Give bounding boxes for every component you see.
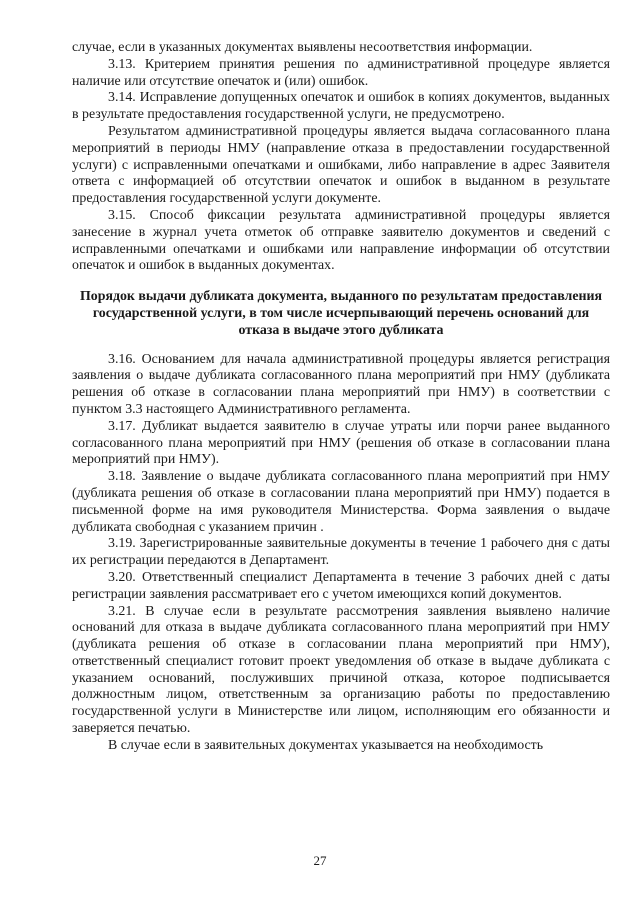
paragraph-3-15: 3.15. Способ фиксации результата административной процедуры является занесение в журнал учета отметок об отправке заявителю документов и сведений с исправленными опечатками и ошибками или направление информации об отсутствии опечаток и ошибок в выданных документах. <box>72 207 610 274</box>
paragraph-3-17: 3.17. Дубликат выдается заявителю в случае утраты или порчи ранее выданного согласованного плана мероприятий при НМУ (решения об отказе в согласовании плана мероприятий при НМУ). <box>72 418 610 468</box>
paragraph-3-13: 3.13. Критерием принятия решения по административной процедуре является наличие или отсутствие опечаток и (или) ошибок. <box>72 56 610 89</box>
paragraph-3-14: 3.14. Исправление допущенных опечаток и ошибок в копиях документов, выданных в результате предоставления государственной услуги, не предусмотрено. <box>72 90 610 123</box>
paragraph-3-19: 3.19. Зарегистрированные заявительные документы в течение 1 рабочего дня с даты их регистрации передаются в Департамент. <box>72 536 610 569</box>
paragraph-continued: В случае если в заявительных документах указывается на необходимость <box>108 737 544 753</box>
paragraph-3-18: 3.18. Заявление о выдаче дубликата согласованного плана мероприятий при НМУ (дубликата решения об отказе в согласовании плана мероприятий при НМУ) подается в письменной форме на имя руководителя Министерства. Форма заявления о выдаче дубликата свободная с указанием причин . <box>72 469 610 535</box>
paragraph-continuation: случае, если в указанных документах выявлены несоответствия информации. <box>72 40 533 55</box>
paragraph-3-16: 3.16. Основанием для начала административной процедуры является регистрация заявления о выдаче дубликата согласованного плана мероприятий при НМУ (дубликата решения об отказе в согласовании плана мероприятий при НМУ) в соответствии с пунктом 3.3 настоящего Административного регламента. <box>72 351 610 417</box>
page-number: 27 <box>313 853 327 868</box>
document-page <box>72 40 610 755</box>
paragraph-result: Результатом административной процедуры является выдача согласованного плана мероприятий в периоды НМУ (направление отказа в предоставлении государственной услуги) с исправленными опечатками и ошибками, либо направление в адрес Заявителя ответа с информацией об отсутствии опечаток и ошибок в выданном в результате предоставления государственной услуги документе. <box>72 123 610 207</box>
section-heading: Порядок выдачи дубликата документа, выданного по результатам предоставления государственной услуги, в том числе исчерпывающий перечень оснований для отказа в выдаче этого дубликата <box>79 289 603 338</box>
paragraph-3-21: 3.21. В случае если в результате рассмотрения заявления выявлено наличие оснований для отказа в выдаче дубликата согласованного плана мероприятий при НМУ (дубликата решения об отказе в согласовании плана мероприятий при НМУ), ответственный специалист готовит проект уведомления об отказе в выдаче дубликата с указанием оснований, послуживших причиной отказа, которое подписывается должностным лицом, ответственным за организацию работы по предоставлению государственной услуги в Министерстве или лицом, исполняющим его обязанности и заверяется печатью. <box>72 603 610 737</box>
paragraph-3-20: 3.20. Ответственный специалист Департамента в течение 3 рабочих дней с даты регистрации заявления рассматривает его с учетом имеющихся копий документов. <box>72 569 610 602</box>
